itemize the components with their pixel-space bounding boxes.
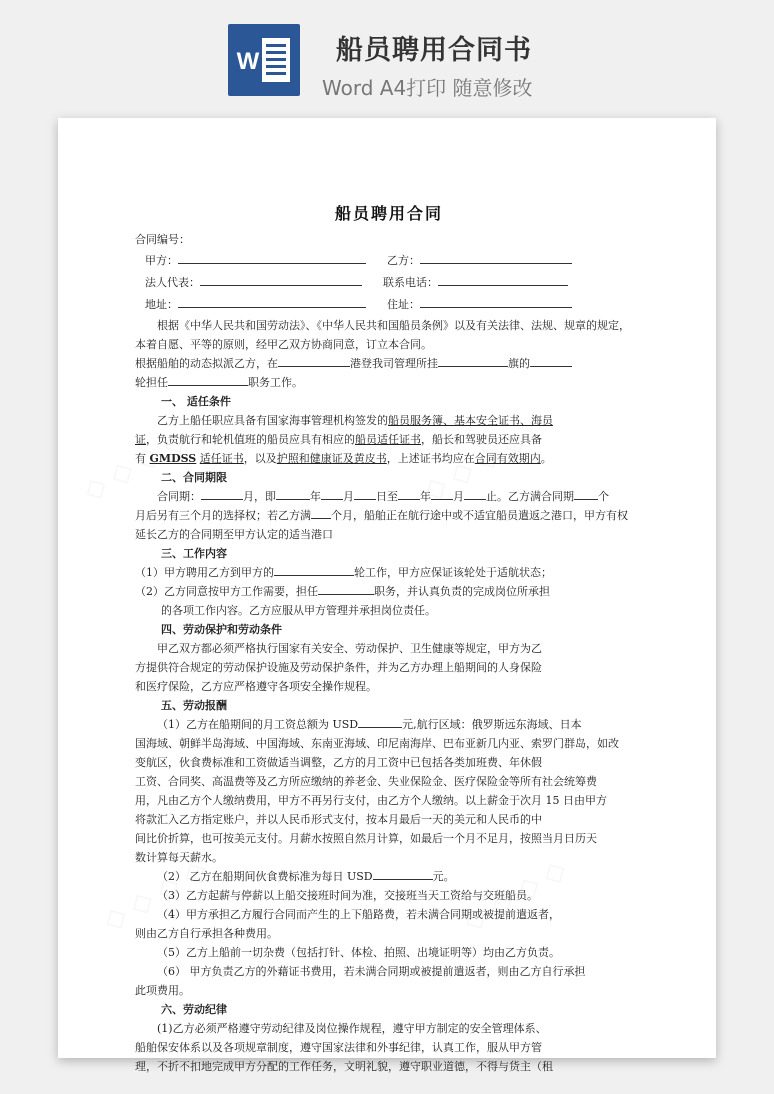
section-5-text: 此项费用。 bbox=[135, 984, 190, 997]
section-1-text: 有 GMDSS 适任证书，以及护照和健康证及黄皮书，上述证书均应在合同有效期内。 bbox=[135, 452, 552, 465]
contract-number: 合同编号： bbox=[135, 233, 190, 246]
dispatch-line: 轮担任 职务工作。 bbox=[135, 373, 303, 392]
section-6-text: 船舶保安体系以及各项规章制度，遵守国家法律和外事纪律，认真工作，服从甲方管 bbox=[135, 1041, 542, 1054]
intro-line: 根据《中华人民共和国劳动法》、《中华人民共和国船员条例》以及有关法律、法规、规章的规定， bbox=[157, 319, 630, 332]
section-2-title: 二、合同期限 bbox=[161, 471, 227, 484]
section-4-text: 甲乙双方都必须严格执行国家有关安全、劳动保护、卫生健康等规定，甲方为乙 bbox=[157, 642, 542, 655]
intro-line: 本着自愿、平等的原则，经甲乙双方协商同意，订立本合同。 bbox=[135, 338, 432, 351]
section-5-text: （6） 甲方负责乙方的外藉证书费用，若未满合同期或被提前遣返者，则由乙方自行承担 bbox=[157, 965, 586, 978]
section-6-text: (1)乙方必须严格遵守劳动纪律及岗位操作规程，遵守甲方制定的安全管理体系、 bbox=[157, 1022, 547, 1035]
section-5-text: 工资、合同奖、高温费等及乙方所应缴纳的养老金、失业保险金、医疗保险金等所有社会统筹费 bbox=[135, 775, 597, 788]
section-5-text: （5）乙方上船前一切杂费（包括打针、体检、拍照、出境证明等）均由乙方负责。 bbox=[157, 946, 560, 959]
address-line: 地址： 住址： bbox=[145, 295, 572, 314]
section-5-text: 变航区，伙食费标准和工资做适当调整，乙方的月工资中已包括各类加班费、年休假 bbox=[135, 756, 542, 769]
section-5-text: 则由乙方自行承担各种费用。 bbox=[135, 927, 278, 940]
section-5-title: 五、劳动报酬 bbox=[161, 699, 227, 712]
section-5-text: （3）乙方起薪与停薪以上船交接班时间为准，交接班当天工资给与交班船员。 bbox=[157, 889, 538, 902]
document-title: 船员聘用合同 bbox=[334, 204, 443, 223]
section-5-text: 数计算每天薪水。 bbox=[135, 851, 223, 864]
section-4-text: 和医疗保险，乙方应严格遵守各项安全操作规程。 bbox=[135, 680, 377, 693]
party-line: 甲方： 乙方： bbox=[145, 251, 572, 270]
section-3-title: 三、工作内容 bbox=[161, 547, 227, 560]
section-6-text: 理，不折不扣地完成甲方分配的工作任务，文明礼貌，遵守职业道德，不得与货主（租 bbox=[135, 1060, 553, 1073]
word-icon-letter: W bbox=[236, 48, 260, 75]
header-title: 船员聘用合同书 bbox=[336, 35, 532, 66]
section-6-title: 六、劳动纪律 bbox=[161, 1003, 227, 1016]
dispatch-line: 根据船舶的动态拟派乙方，在 港登我司管理所挂 旗的 bbox=[135, 354, 572, 373]
document-page bbox=[58, 118, 716, 1073]
section-3-text: 的各项工作内容。乙方应服从甲方管理并承担岗位责任。 bbox=[161, 604, 436, 617]
section-4-title: 四、劳动保护和劳动条件 bbox=[161, 623, 282, 636]
word-document-icon bbox=[228, 24, 300, 96]
section-2-text: 延长乙方的合同期至甲方认定的适当港口 bbox=[135, 528, 333, 541]
section-3-text: （1）甲方聘用乙方到甲方的 轮工作，甲方应保证该轮处于适航状态； bbox=[135, 563, 552, 582]
section-1-title: 一、 适任条件 bbox=[161, 395, 231, 408]
header-subtitle: Word A4打印 随意修改 bbox=[322, 76, 533, 100]
rep-line: 法人代表： 联系电话： bbox=[145, 273, 568, 292]
section-4-text: 方提供符合规定的劳动保护设施及劳动保护条件，并为乙方办理上船期间的人身保险 bbox=[135, 661, 542, 674]
page-header bbox=[0, 0, 774, 115]
section-3-text: （2）乙方同意按甲方工作需要，担任 职务，并认真负责的完成岗位所承担 bbox=[135, 582, 550, 601]
section-2-text: 合同期： 月，即 年 月 日至 年 月 止。乙方满合同期 个 bbox=[135, 487, 609, 506]
section-1-text: 证，负责航行和轮机值班的船员应具有相应的船员适任证书，船长和驾驶员还应具备 bbox=[135, 433, 542, 446]
section-1-text: 乙方上船任职应具备有国家海事管理机构签发的船员服务簿、基本安全证书、海员 bbox=[157, 414, 553, 427]
section-2-text: 月后另有三个月的选择权；若乙方满 个月，船舶正在航行途中或不适宜船员遣返之港口，甲方有权 bbox=[135, 506, 628, 525]
section-5-text: （1）乙方在船期间的月工资总额为 USD 元,航行区域：俄罗斯远东海域、日本 bbox=[135, 715, 582, 734]
section-5-text: 用，凡由乙方个人缴纳费用，甲方不再另行支付，由乙方个人缴纳。以上薪金于次月 15 日由甲方 bbox=[135, 794, 607, 807]
section-5-text: 间比价折算，也可按美元支付。月薪水按照自然月计算，如最后一个月不足月，按照当月日历天 bbox=[135, 832, 597, 845]
section-5-text: 国海域、朝鲜半岛海域、中国海域、东南亚海域、印尼南海岸、巴布亚新几内亚、索罗门群岛，如改 bbox=[135, 737, 619, 750]
section-5-text: 将款汇入乙方指定账户，并以人民币形式支付，按本月最后一天的美元和人民币的中 bbox=[135, 813, 542, 826]
section-5-text: （2） 乙方在船期间伙食费标准为每日 USD 元。 bbox=[135, 867, 455, 886]
section-5-text: （4）甲方承担乙方履行合同而产生的上下船路费，若未满合同期或被提前遣返者， bbox=[157, 908, 560, 921]
